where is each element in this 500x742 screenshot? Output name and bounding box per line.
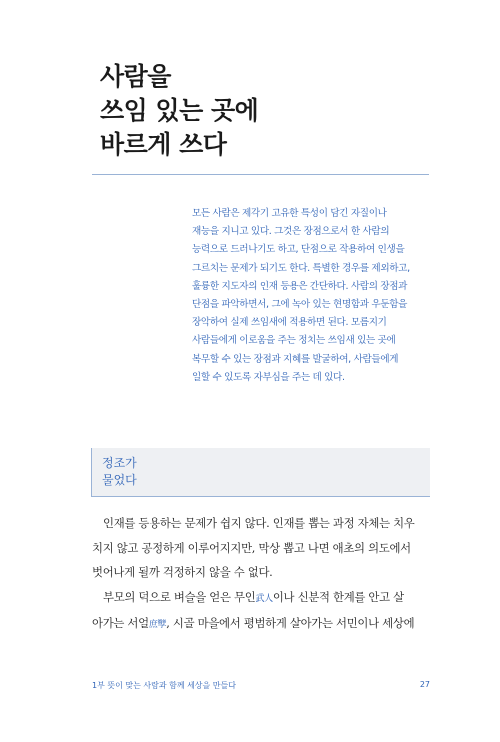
- body-line: [92, 585, 432, 612]
- hanja-gloss: 庶孼: [148, 620, 167, 631]
- body-line: 치지 않고 공정하게 이루어지지만, 막상 뽑고 나면 애초의 의도에서: [92, 540, 411, 555]
- body-line: [92, 611, 432, 638]
- body-line: 벗어나게 될까 걱정하지 않을 수 없다.: [92, 565, 273, 580]
- section-heading-line: 정조가: [102, 456, 137, 470]
- body-line: 인재를 등용하는 문제가 쉽지 않다. 인재를 뽑는 과정 자체는 치우: [103, 516, 415, 530]
- body-text: [92, 511, 432, 638]
- body-text-span: 아가는 서얼: [92, 616, 149, 631]
- running-footer: 1부 뜻이 맞는 사람과 함께 세상을 만들다: [92, 681, 236, 690]
- hanja-gloss: 武人: [255, 593, 273, 604]
- intro-line: 모든 사람은 제각기 고유한 특성이 담긴 자질이나: [192, 208, 387, 219]
- intro-summary: [192, 205, 432, 387]
- page-number: 27: [419, 680, 430, 689]
- intro-line: 사람들에게 이로움을 주는 정치는 쓰임새 있는 곳에: [192, 335, 396, 347]
- chapter-title: [100, 60, 258, 162]
- section-heading-line: 물었다: [102, 473, 137, 487]
- intro-line: 일할 수 있도록 자부심을 주는 데 있다.: [192, 371, 345, 383]
- section-heading-box: [91, 448, 430, 497]
- chapter-title-line: 쓰임 있는 곳에: [100, 96, 259, 125]
- chapter-title-line: 사람을: [100, 62, 171, 91]
- intro-line: 훌륭한 지도자의 인재 등용은 간단하다. 사람의 장점과: [192, 280, 408, 292]
- intro-line: 능력으로 드러나기도 하고, 단점으로 작용하여 인생을: [192, 244, 405, 256]
- body-text-span: 이나 신분적 한계를 안고 살: [272, 589, 404, 604]
- intro-line: 복무할 수 있는 장점과 지혜를 발굴하여, 사람들에게: [192, 353, 399, 365]
- intro-line: 그르치는 문제가 되기도 한다. 특별한 경우를 제외하고,: [192, 262, 410, 274]
- body-text-span: , 시골 마을에서 평범하게 살아가는 서민이나 세상에: [166, 616, 415, 631]
- body-text-span: 부모의 덕으로 벼슬을 얻은 무인: [103, 589, 256, 604]
- intro-line: 장악하여 실제 쓰임새에 적용하면 된다. 모름지기: [192, 317, 387, 329]
- title-divider: [92, 174, 429, 175]
- section-heading: [102, 455, 137, 489]
- intro-line: 단점을 파악하면서, 그에 녹아 있는 현명함과 우둔함을: [192, 299, 408, 311]
- chapter-title-line: 바르게 쓰다: [100, 130, 227, 159]
- intro-line: 재능을 지니고 있다. 그것은 장점으로서 한 사람의: [192, 226, 390, 238]
